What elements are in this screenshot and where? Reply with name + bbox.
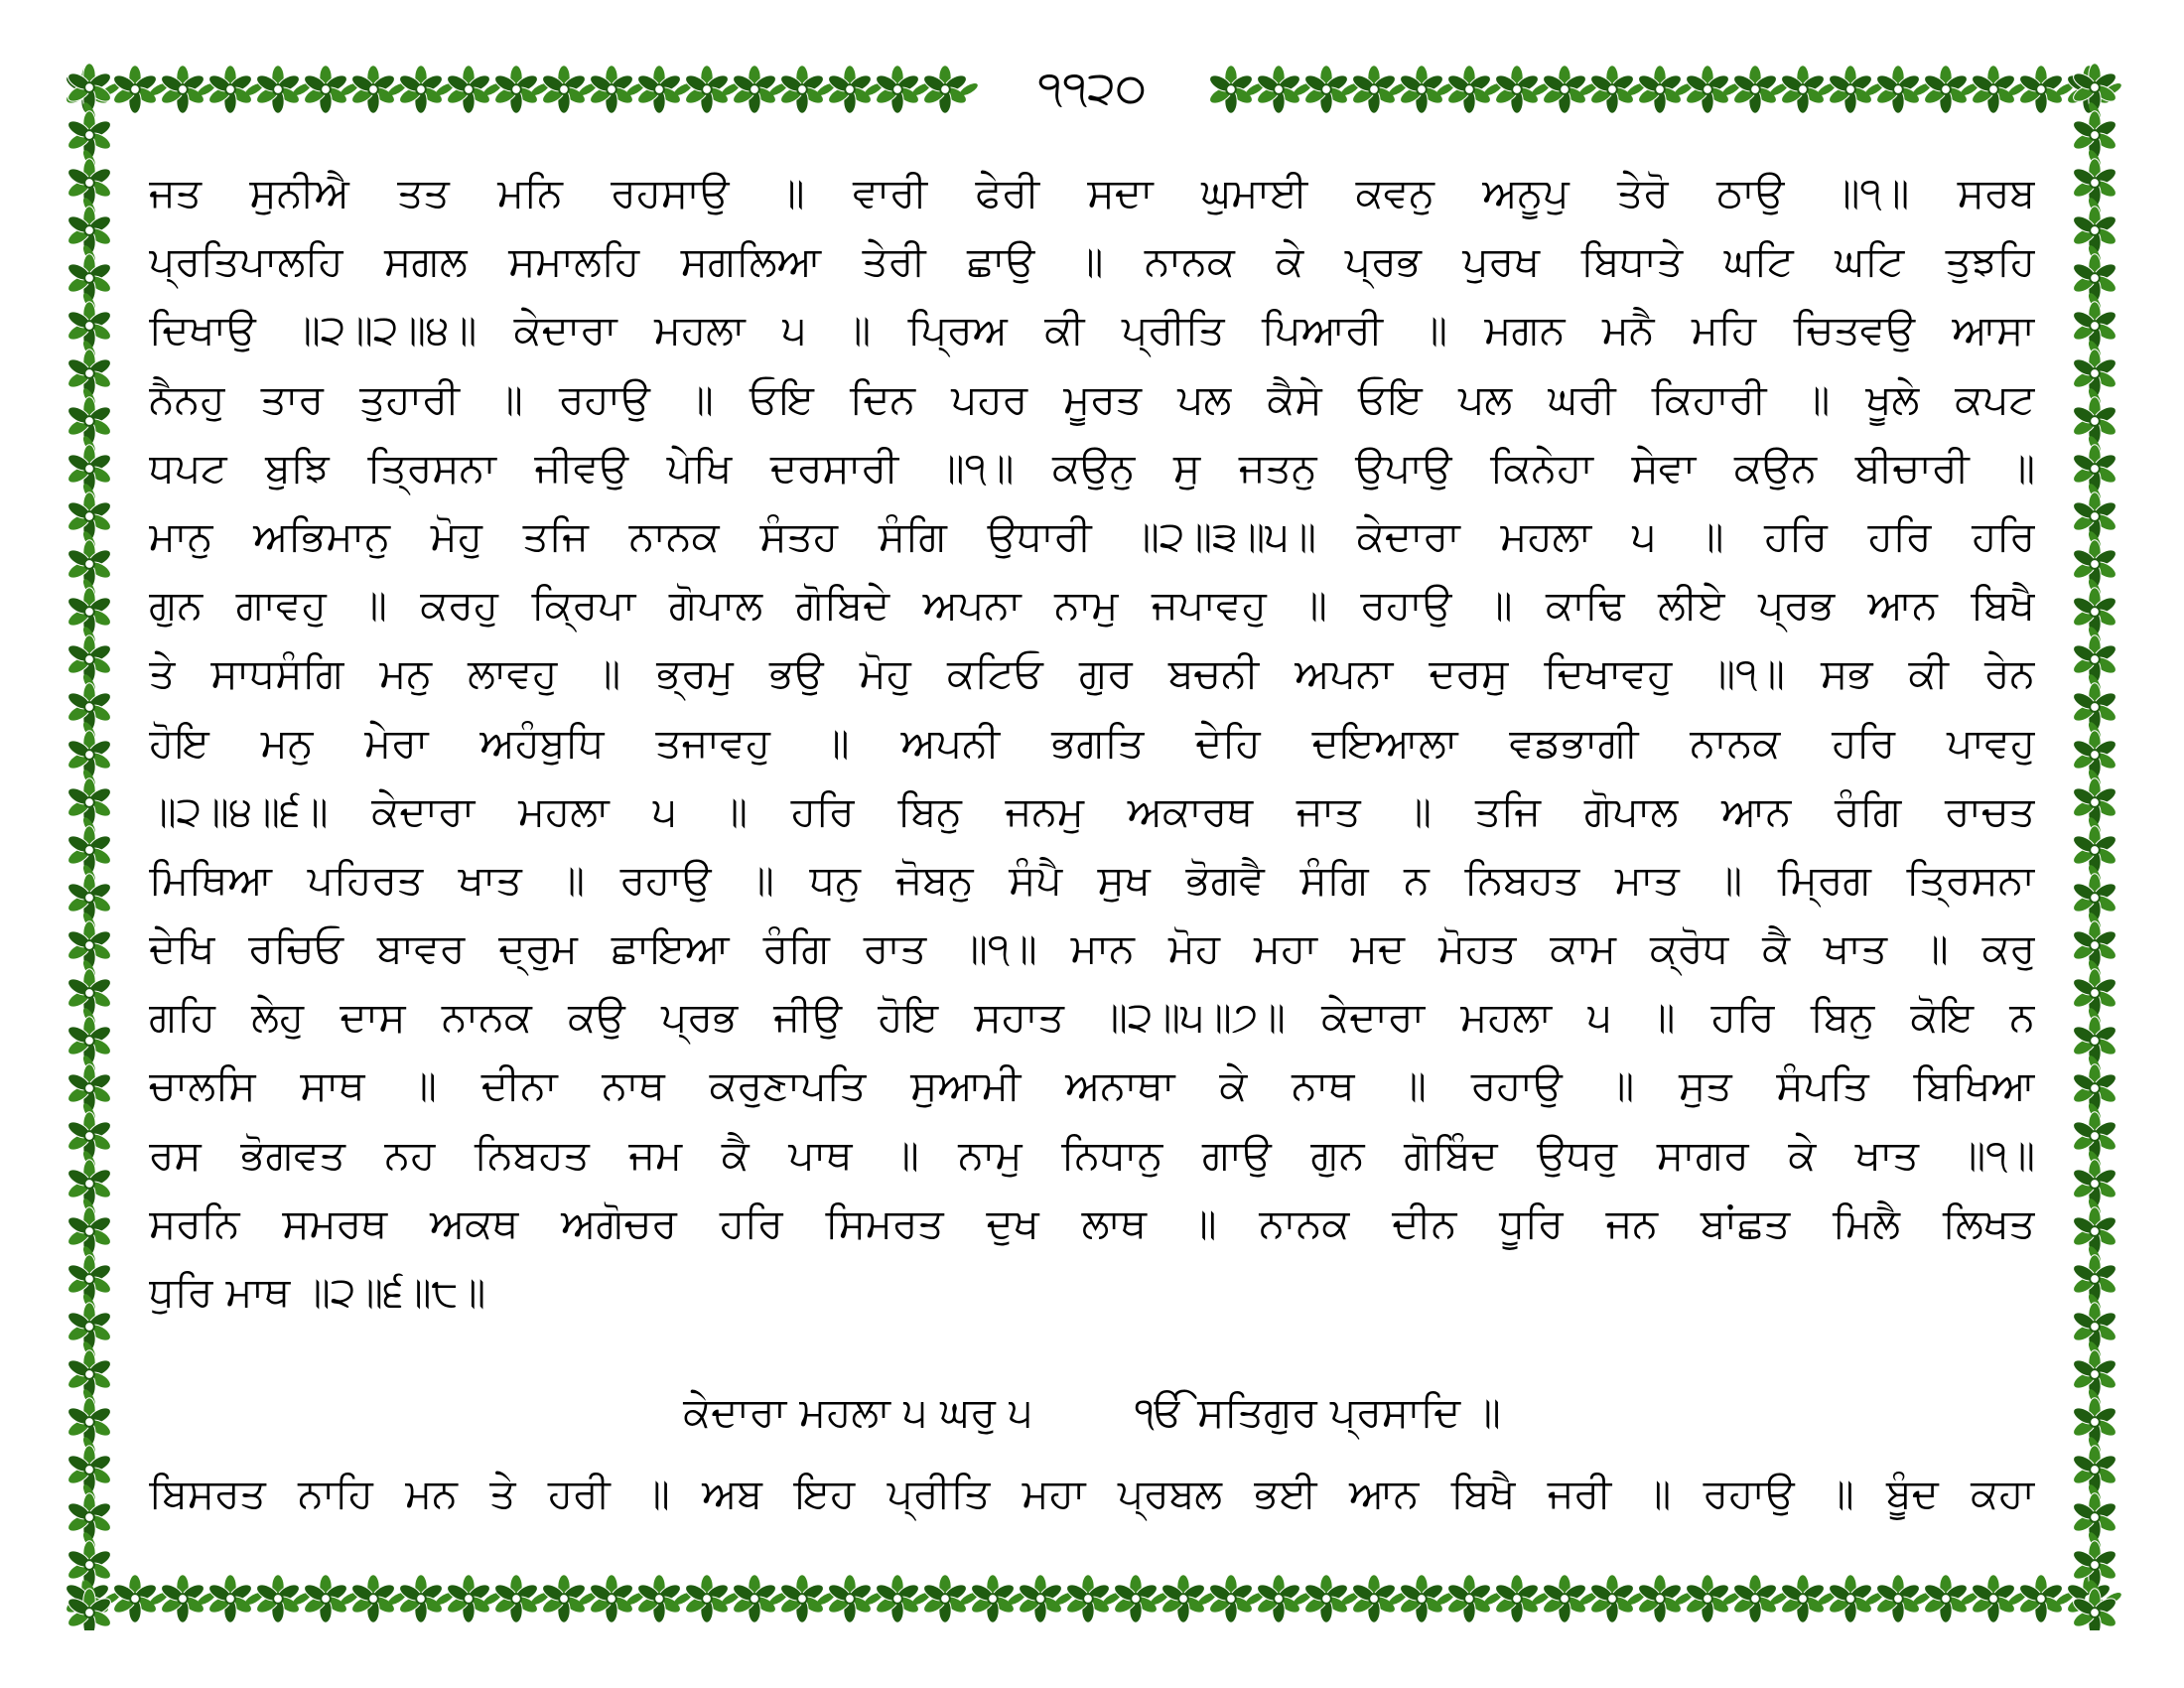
flower-icon [635, 66, 683, 113]
flower-vine-icon [58, 58, 121, 1630]
flower-icon [2071, 1398, 2118, 1446]
flower-icon [397, 66, 445, 113]
flower-icon [1588, 66, 1636, 113]
flower-icon [66, 540, 113, 588]
flower-icon [2071, 921, 2118, 969]
flower-icon [1541, 1575, 1588, 1622]
flower-icon [921, 66, 969, 113]
flower-icon [874, 66, 921, 113]
text-line: ਤੇ ਸਾਧਸੰਗਿ ਮਨੁ ਲਾਵਹੁ ॥ ਭ੍ਰਮੁ ਭਉ ਮੋਹੁ ਕਟਿਓ ਗੁਰ ਬਚਨੀ ਅਪਨਾ ਦਰਸੁ ਦਿਖਾਵਹੁ ॥੧॥ ਸਭ ਕੀ ਰੇਨ [149, 649, 2035, 698]
flower-icon [66, 1493, 113, 1541]
flower-vine-icon [58, 1567, 2126, 1630]
flower-icon [2071, 635, 2118, 683]
flower-icon [2071, 1541, 2118, 1589]
flower-icon [66, 1064, 113, 1112]
text-line: ਹੋਇ ਮਨੁ ਮੇਰਾ ਅਹੰਬੁਧਿ ਤਜਾਵਹੁ ॥ ਅਪਨੀ ਭਗਤਿ ਦੇਹਿ ਦਇਆਲਾ ਵਡਭਾਗੀ ਨਾਨਕ ਹਰਿ ਪਾਵਹੁ [149, 718, 2035, 767]
flower-icon [1302, 66, 1350, 113]
flower-icon [159, 1575, 206, 1622]
flower-icon [2071, 874, 2118, 921]
text-line: ਦਿਖਾਉ ॥੨॥੨॥੪॥ ਕੇਦਾਰਾ ਮਹਲਾ ੫ ॥ ਪ੍ਰਿਅ ਕੀ ਪ੍ਰੀਤਿ ਪਿਆਰੀ ॥ ਮਗਨ ਮਨੈ ਮਹਿ ਚਿਤਵਉ ਆਸਾ [149, 306, 2035, 354]
flower-icon [2071, 1160, 2118, 1207]
flower-icon [1112, 1575, 1160, 1622]
text-line: ਧੁਰਿ ਮਾਥ ॥੨॥੬॥੮॥ [149, 1268, 486, 1316]
flower-icon [2071, 1350, 2118, 1398]
flower-icon [826, 1575, 874, 1622]
flower-icon [66, 1017, 113, 1064]
flower-icon [2071, 1303, 2118, 1350]
flower-icon [66, 1589, 113, 1630]
flower-icon [1874, 66, 1922, 113]
flower-icon [1779, 66, 1827, 113]
flower-icon [66, 254, 113, 302]
flower-icon [2071, 1255, 2118, 1303]
flower-icon [1445, 66, 1493, 113]
flower-icon [2017, 1575, 2065, 1622]
flower-icon [874, 1575, 921, 1622]
flower-icon [2071, 731, 2118, 778]
flower-icon [2071, 826, 2118, 874]
flower-icon [635, 1575, 683, 1622]
flower-icon [731, 66, 778, 113]
text-line: ਮਿਥਿਆ ਪਹਿਰਤ ਖਾਤ ॥ ਰਹਾਉ ॥ ਧਨੁ ਜੋਬਨੁ ਸੰਪੈ ਸੁਖ ਭੋਗਵੈ ਸੰਗਿ ਨ ਨਿਬਹਤ ਮਾਤ ॥ ਮ੍ਰਿਗ ਤ੍ਰਿਸਨਾ [149, 855, 2035, 904]
flower-icon [206, 66, 254, 113]
text-line: ਜਤ ਸੁਨੀਐ ਤਤ ਮਨਿ ਰਹਸਾਉ ॥ ਵਾਰੀ ਫੇਰੀ ਸਦਾ ਘੁਮਾਈ ਕਵਨੁ ਅਨੂਪੁ ਤੇਰੋ ਠਾਉ ॥੧॥ ਸਰਬ [149, 169, 2035, 216]
scripture-text [149, 159, 2035, 1327]
flower-icon [492, 1575, 540, 1622]
flower-icon [1684, 66, 1731, 113]
border-right [2063, 58, 2126, 1630]
flower-icon [2071, 1589, 2118, 1630]
flower-icon [683, 66, 731, 113]
section-heading [149, 1378, 2035, 1447]
flower-icon [1350, 1575, 1398, 1622]
flower-icon [492, 66, 540, 113]
flower-icon [254, 66, 302, 113]
text-line: ਬਿਸਰਤ ਨਾਹਿ ਮਨ ਤੇ ਹਰੀ ॥ ਅਬ ਇਹ ਪ੍ਰੀਤਿ ਮਹਾ ਪ੍ਰਬਲ ਭਈ ਆਨ ਬਿਖੈ ਜਰੀ ॥ ਰਹਾਉ ॥ ਬੂੰਦ ਕਹਾ [149, 1470, 2035, 1517]
mool-mantar: ੴ ਸਤਿਗੁਰ ਪ੍ਰਸਾਦਿ ॥ [1135, 1388, 1501, 1436]
flower-icon [588, 66, 635, 113]
flower-icon [540, 1575, 588, 1622]
flower-icon [66, 1207, 113, 1255]
flower-icon [1493, 1575, 1541, 1622]
flower-icon [254, 1575, 302, 1622]
text-line: ਧਪਟ ਬੁਝਿ ਤ੍ਰਿਸਨਾ ਜੀਵਉ ਪੇਖਿ ਦਰਸਾਰੀ ॥੧॥ ਕਉਨੁ ਸੁ ਜਤਨੁ ਉਪਾਉ ਕਿਨੇਹਾ ਸੇਵਾ ਕਉਨ ਬੀਚਾਰੀ ॥ [149, 443, 2035, 492]
flower-icon [1302, 1575, 1350, 1622]
flower-icon [66, 778, 113, 826]
flower-icon [66, 64, 113, 111]
text-line: ਗਹਿ ਲੇਹੁ ਦਾਸ ਨਾਨਕ ਕਉ ਪ੍ਰਭ ਜੀਉ ਹੋਇ ਸਹਾਤ ॥੨॥੫॥੭॥ ਕੇਦਾਰਾ ਮਹਲਾ ੫ ॥ ਹਰਿ ਬਿਨੁ ਕੋਇ ਨ [149, 993, 2035, 1042]
flower-icon [1398, 1575, 1445, 1622]
text-line: ਪ੍ਰਤਿਪਾਲਹਿ ਸਗਲ ਸਮਾਲਹਿ ਸਗਲਿਆ ਤੇਰੀ ਛਾਉ ॥ ਨਾਨਕ ਕੇ ਪ੍ਰਭ ਪੁਰਖ ਬਿਧਾਤੇ ਘਟਿ ਘਟਿ ਤੁਝਹਿ [149, 237, 2035, 286]
flower-icon [1684, 1575, 1731, 1622]
flower-icon [66, 921, 113, 969]
flower-icon [302, 1575, 349, 1622]
flower-icon [66, 826, 113, 874]
flower-icon [206, 1575, 254, 1622]
text-line: ਮਾਨੁ ਅਭਿਮਾਨੁ ਮੋਹੁ ਤਜਿ ਨਾਨਕ ਸੰਤਹ ਸੰਗਿ ਉਧਾਰੀ ॥੨॥੩॥੫॥ ਕੇਦਾਰਾ ਮਹਲਾ ੫ ॥ ਹਰਿ ਹਰਿ ਹਰਿ [149, 511, 2035, 560]
flower-icon [2071, 111, 2118, 159]
flower-icon [778, 1575, 826, 1622]
flower-icon [1922, 1575, 1970, 1622]
flower-icon [2071, 540, 2118, 588]
flower-icon [2071, 492, 2118, 540]
border-bottom [58, 1567, 2126, 1630]
flower-icon [2071, 445, 2118, 492]
text-line: ਰਸ ਭੋਗਵਤ ਨਹ ਨਿਬਹਤ ਜਮ ਕੈ ਪਾਥ ॥ ਨਾਮੁ ਨਿਧਾਨੁ ਗਾਉ ਗੁਨ ਗੋਬਿੰਦ ਉਧਰੁ ਸਾਗਰ ਕੇ ਖਾਤ ॥੧॥ [149, 1130, 2035, 1179]
flower-icon [1636, 1575, 1684, 1622]
flower-icon [2071, 159, 2118, 207]
flower-icon [731, 1575, 778, 1622]
flower-icon [1731, 1575, 1779, 1622]
flower-icon [66, 111, 113, 159]
flower-icon [349, 66, 397, 113]
flower-icon [66, 1160, 113, 1207]
flower-vine-icon [2063, 58, 2126, 1630]
flower-icon [540, 66, 588, 113]
flower-icon [66, 683, 113, 731]
flower-icon [66, 350, 113, 397]
flower-icon [1255, 1575, 1302, 1622]
text-line: ਨੈਨਹੁ ਤਾਰ ਤੁਹਾਰੀ ॥ ਰਹਾਉ ॥ ਓਇ ਦਿਨ ਪਹਰ ਮੂਰਤ ਪਲ ਕੈਸੇ ਓਇ ਪਲ ਘਰੀ ਕਿਹਾਰੀ ॥ ਖੂਲੇ ਕਪਟ [149, 374, 2035, 423]
flower-icon [2071, 969, 2118, 1017]
flower-icon [1445, 1575, 1493, 1622]
flower-icon [66, 1255, 113, 1303]
page-number: ੧੧੨੦ [1023, 58, 1161, 117]
flower-icon [2071, 588, 2118, 635]
flower-icon [445, 66, 492, 113]
flower-icon [2071, 302, 2118, 350]
flower-icon [1064, 1575, 1112, 1622]
flower-icon [969, 1575, 1017, 1622]
text-line: ਗੁਨ ਗਾਵਹੁ ॥ ਕਰਹੁ ਕ੍ਰਿਪਾ ਗੋਪਾਲ ਗੋਬਿਦੇ ਅਪਨਾ ਨਾਮੁ ਜਪਾਵਹੁ ॥ ਰਹਾਉ ॥ ਕਾਢਿ ਲੀਏ ਪ੍ਰਭ ਆਨ ਬਿਖੈ [149, 581, 2035, 630]
flower-icon [66, 1398, 113, 1446]
flower-icon [66, 874, 113, 921]
flower-icon [1017, 1575, 1064, 1622]
flower-icon [1874, 1575, 1922, 1622]
flower-icon [2071, 1493, 2118, 1541]
flower-icon [1493, 66, 1541, 113]
flower-icon [2071, 1446, 2118, 1493]
flower-icon [349, 1575, 397, 1622]
flower-icon [1636, 66, 1684, 113]
text-line: ॥੨॥੪॥੬॥ ਕੇਦਾਰਾ ਮਹਲਾ ੫ ॥ ਹਰਿ ਬਿਨੁ ਜਨਮੁ ਅਕਾਰਥ ਜਾਤ ॥ ਤਜਿ ਗੋਪਾਲ ਆਨ ਰੰਗਿ ਰਾਚਤ [149, 786, 2035, 835]
flower-icon [1779, 1575, 1827, 1622]
flower-icon [2071, 1207, 2118, 1255]
flower-icon [1398, 66, 1445, 113]
flower-icon [66, 1446, 113, 1493]
flower-icon [66, 969, 113, 1017]
flower-icon [66, 492, 113, 540]
flower-icon [66, 731, 113, 778]
flower-icon [66, 159, 113, 207]
border-left [58, 58, 121, 1630]
flower-icon [2071, 397, 2118, 445]
flower-icon [683, 1575, 731, 1622]
flower-icon [2071, 254, 2118, 302]
text-line: ਚਾਲਸਿ ਸਾਥ ॥ ਦੀਨਾ ਨਾਥ ਕਰੁਣਾਪਤਿ ਸੁਆਮੀ ਅਨਾਥਾ ਕੇ ਨਾਥ ॥ ਰਹਾਉ ॥ ਸੁਤ ਸੰਪਤਿ ਬਿਖਿਆ [149, 1061, 2035, 1110]
flower-icon [2071, 683, 2118, 731]
flower-icon [588, 1575, 635, 1622]
flower-icon [921, 1575, 969, 1622]
flower-icon [445, 1575, 492, 1622]
text-line: ਦੇਖਿ ਰਚਿਓ ਬਾਵਰ ਦ੍ਰੁਮ ਛਾਇਆ ਰੰਗਿ ਰਾਤ ॥੧॥ ਮਾਨ ਮੋਹ ਮਹਾ ਮਦ ਮੋਹਤ ਕਾਮ ਕ੍ਰੋਧ ਕੈ ਖਾਤ ॥ ਕਰੁ [149, 924, 2035, 973]
flower-icon [1970, 1575, 2017, 1622]
flower-icon [1731, 66, 1779, 113]
flower-icon [2071, 350, 2118, 397]
flower-icon [1922, 66, 1970, 113]
flower-icon [66, 207, 113, 254]
flower-icon [2071, 64, 2118, 111]
flower-icon [66, 588, 113, 635]
flower-icon [2071, 1064, 2118, 1112]
flower-icon [1970, 66, 2017, 113]
flower-icon [397, 1575, 445, 1622]
flower-icon [66, 302, 113, 350]
flower-icon [2071, 1112, 2118, 1160]
flower-icon [1350, 66, 1398, 113]
flower-icon [2017, 66, 2065, 113]
flower-icon [159, 66, 206, 113]
flower-icon [1160, 1575, 1207, 1622]
flower-icon [826, 66, 874, 113]
flower-icon [66, 1541, 113, 1589]
flower-icon [1827, 1575, 1874, 1622]
flower-icon [66, 1112, 113, 1160]
flower-icon [66, 445, 113, 492]
flower-icon [302, 66, 349, 113]
flower-icon [66, 1303, 113, 1350]
flower-icon [66, 1350, 113, 1398]
flower-icon [2071, 778, 2118, 826]
flower-icon [1827, 66, 1874, 113]
flower-icon [1588, 1575, 1636, 1622]
flower-icon [2071, 1017, 2118, 1064]
flower-icon [778, 66, 826, 113]
text-line: ਸਰਨਿ ਸਮਰਥ ਅਕਥ ਅਗੋਚਰ ਹਰਿ ਸਿਮਰਤ ਦੁਖ ਲਾਥ ॥ ਨਾਨਕ ਦੀਨ ਧੂਰਿ ਜਨ ਬਾਂਛਤ ਮਿਲੈ ਲਿਖਤ [149, 1198, 2035, 1247]
flower-icon [1207, 66, 1255, 113]
flower-icon [1207, 1575, 1255, 1622]
flower-icon [1541, 66, 1588, 113]
flower-icon [66, 397, 113, 445]
flower-icon [2071, 207, 2118, 254]
flower-icon [66, 635, 113, 683]
raag-heading: ਕੇਦਾਰਾ ਮਹਲਾ ੫ ਘਰੁ ੫ [683, 1388, 1033, 1436]
flower-icon [1255, 66, 1302, 113]
